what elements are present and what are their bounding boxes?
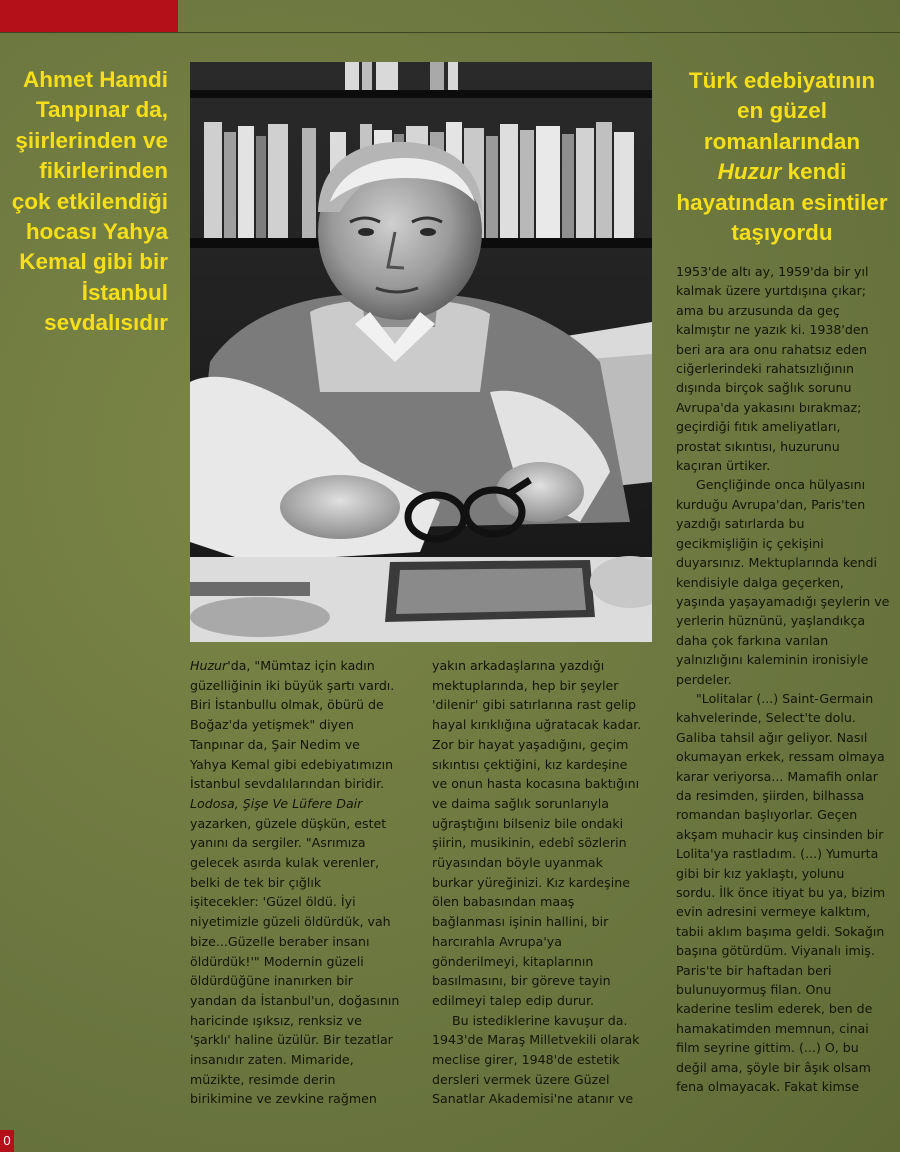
text-line: belki de tek bir çığlık (190, 874, 322, 890)
text-line: film seyrine gittim. (...) O, bu (676, 1040, 859, 1056)
text-line: ciğerlerindeki rahatsızlığının (676, 361, 854, 377)
pullquote-left-line: şiirlerinden ve (15, 127, 168, 153)
text-line: gönderilmeyi, kitaplarının (432, 953, 594, 969)
text-line: hayal kırıklığına uğratacak kadar. (432, 717, 642, 733)
text-line: Sanatlar Akademisi'ne atanır ve (432, 1091, 634, 1107)
paragraph (432, 1011, 654, 1110)
text-line: romandan başlıyorlar. Geçen (676, 807, 858, 823)
pullquote-left-line: sevdalısıdır (44, 310, 168, 336)
text-line: öldürdüğüne inanırken bir (190, 973, 353, 989)
text-line: beri ara ara onu rahatsız eden (676, 341, 868, 357)
text-line: yandan da İstanbul'un, doğasının (190, 992, 400, 1008)
text-line: harcırahla Avrupa'ya (432, 933, 562, 949)
text-line: da resimden, şiirden, bilhassa (676, 787, 865, 803)
text-line: birikimine ve zevkine rağmen (190, 1091, 377, 1107)
text-line: Biri İstanbullu olmak, öbürü de (190, 697, 384, 713)
text-line: karar veriyorsa... Mamafih onlar (676, 768, 878, 784)
text-line: kalmak üzere yurtdışına çıkar; (676, 283, 867, 299)
text-line: edilmeyi talep edip durur. (432, 992, 595, 1008)
article-column-2 (432, 656, 654, 1109)
text-line: kalmıştır ne yazık ki. 1938'den (676, 322, 869, 338)
paragraph (432, 656, 654, 1011)
text-line: başına götürdüm. Viyanalı imiş. (676, 943, 875, 959)
text-line: yerlerin hüznünü, yaşlandıkça (676, 613, 866, 629)
paragraph (676, 262, 892, 475)
pullquote-left-line: Ahmet Hamdi (22, 67, 168, 92)
pullquote-left-line: fikirlerinden (39, 158, 168, 184)
pullquote-right (668, 66, 896, 248)
text-line: 1943'de Maraş Milletvekili olarak (432, 1032, 640, 1048)
text-line: sordu. İlk önce itiyat bu ya, bizim (676, 885, 886, 900)
text-line: Lolita'ya rastladım. (...) Yumurta (676, 846, 879, 862)
text-line: dersleri vermek üzere Güzel (432, 1071, 610, 1087)
text-line: gelecek asırda kulak verenler, (190, 855, 380, 871)
text-line: 'dilenir' gibi satırlarına rast gelip (432, 697, 636, 713)
text-line: İstanbul sevdalılarından biridir. (190, 776, 385, 792)
text-line: hamakatimden memnun, cinai (676, 1020, 869, 1036)
text-line: haricinde ışıksız, renksiz ve (190, 1012, 362, 1028)
text-line: 'şarklı' haline üzülür. Bir tezatlar (190, 1032, 393, 1048)
text-line: akşam muhacir kuş cinsinden bir (676, 826, 884, 842)
header-rule (0, 32, 900, 33)
paragraph (676, 475, 892, 688)
text-line: rüyasından böyle uyanmak (432, 855, 603, 871)
text-line: duyarsınız. Mektuplarında kendi (676, 555, 877, 571)
text-line: işitecekler: 'Güzel öldü. İyi (190, 894, 356, 910)
pullquote-book-title: Huzur (717, 159, 782, 185)
text-line: şiirin, musikinin, edebî sözlerin (432, 835, 627, 851)
text-line: 1953'de altı ay, 1959'da bir yıl (676, 264, 869, 279)
text-line: Tanpınar da, Şair Nedim ve (190, 736, 360, 752)
header-red-bar (0, 0, 178, 32)
text-line: kaderine teslim ederek, ben de (676, 1001, 873, 1017)
article-column-3 (676, 262, 892, 1096)
text-line: bağlanması işinin hallini, bir (432, 914, 609, 930)
article-column-1 (190, 656, 412, 1109)
text-line: geçirdiği fıtık ameliyatları, (676, 419, 841, 435)
text-line: evin adresini vermeye kalktım, (676, 904, 871, 920)
text-line: perdeler. (676, 671, 732, 687)
pullquote-left-line: Kemal gibi bir (19, 249, 168, 275)
text-line: burkar yüreğinizi. Kız kardeşine (432, 874, 630, 890)
text-line: okumayan erkek, ressam olmaya (676, 749, 885, 765)
text-line: bize...Güzelle beraber insanı (190, 933, 370, 949)
text-line: insanıdır zaten. Mimaride, (190, 1052, 354, 1068)
text-line: yakın arkadaşlarına yazdığı (432, 658, 605, 673)
text-line: ama bu arzusunda da geç (676, 302, 840, 318)
text-line: Boğaz'da yetişmek" diyen (190, 717, 354, 733)
text-line: Gençliğinde onca hülyasını (696, 477, 866, 493)
text-line: tabii aklım başıma geldi. Sokağın (676, 923, 885, 939)
text-line: kahvelerinde, Select'te dolu. (676, 710, 856, 726)
text-line: Zor bir hayat yaşadığını, geçim (432, 736, 629, 752)
text-line: sıkıntısı çektiğini, kız kardeşine (432, 756, 628, 772)
text-line: yazarken, güzele düşkün, estet (190, 815, 387, 831)
text-line: Yahya Kemal gibi edebiyatımızın (190, 756, 394, 772)
text-line: uğraştığını bilseniz bile ondaki (432, 815, 624, 831)
text-line: Bu istediklerine kavuşur da. (452, 1012, 628, 1028)
pullquote-left-line: Tanpınar da, (35, 97, 168, 123)
pullquote-right-line: Türk edebiyatının (688, 68, 876, 93)
text-line: ve daima sağlık sorunlarıyla (432, 795, 609, 811)
text-line: yalnızlığını kaleminin ironisiyle (676, 652, 869, 668)
portrait-illustration (190, 62, 652, 642)
pullquote-right-line: hayatından esintiler (676, 189, 888, 215)
text-line: gecikmişliğin iç çekişini (676, 535, 824, 551)
text-line: kurduğu Avrupa'dan, Paris'ten (676, 496, 866, 512)
text-line: 'da, "Mümtaz için kadın (227, 658, 375, 673)
text-line: ölen babasından maaş (432, 894, 575, 910)
text-line: mektuplarında, hep bir şeyler (432, 677, 619, 693)
text-line: basılmasını, bir göreve tayin (432, 973, 611, 989)
pullquote-right-line: romanlarından (703, 128, 861, 154)
text-line: yaşında yaşayamadığı şeylerin ve (676, 593, 890, 609)
pullquote-right-line: en güzel (736, 98, 827, 124)
text-line: bulunuyormuş filan. Onu (676, 982, 832, 998)
text-line: güzelliğinin iki büyük şartı vardı. (190, 677, 395, 693)
pullquote-right-text: kendi (781, 159, 847, 185)
text-line: Paris'te bir haftadan beri (676, 962, 832, 978)
text-line: Galiba tahsil ağır geliyor. Nasıl (676, 729, 868, 745)
pullquote-left-line: çok etkilendiği (11, 188, 168, 214)
text-line: niyetimizle güzeli öldürdük, vah (190, 914, 391, 930)
text-line: kaçıran ürtiker. (676, 458, 771, 474)
text-line: kendisiyle dalga geçerken, (676, 574, 844, 590)
paragraph (190, 656, 412, 1109)
pullquote-left (6, 65, 168, 339)
text-line: gibi bir kız yaklaştı, yolunu (676, 865, 845, 881)
page-number: 0 (0, 1130, 14, 1152)
text-line: değil ama, şöyle bir âşık olsam (676, 1059, 871, 1075)
text-line: yanını da sergiler. "Asrımıza (190, 835, 366, 851)
text-line: müzikte, resimde derin (190, 1071, 336, 1087)
book-title-huzur: Huzur (190, 658, 228, 673)
pullquote-right-line (668, 157, 896, 187)
paragraph (676, 689, 892, 1097)
text-line: Avrupa'da yakasını bırakmaz; (676, 399, 862, 415)
pullquote-right-line: taşıyordu (731, 220, 833, 246)
text-line: öldürdük!'" Modernin güzeli (190, 953, 364, 969)
book-title: Lodosa, Şişe Ve Lüfere Dair (190, 795, 363, 811)
text-line: "Lolitalar (...) Saint-Germain (696, 690, 874, 706)
pullquote-left-line: İstanbul (81, 279, 168, 305)
text-line: ve onun hasta kocasına baktığını (432, 776, 640, 792)
text-line: daha çok farkına varılan (676, 632, 829, 648)
text-line: fena olmayacak. Fakat kimse (676, 1079, 860, 1095)
text-line: meclise girer, 1948'de estetik (432, 1052, 620, 1068)
pullquote-left-line: hocası Yahya (25, 219, 168, 245)
text-line: yazdığı satırlarda bu (676, 516, 805, 532)
author-portrait-photo (190, 62, 652, 642)
text-line: prostat sıkıntısı, huzurunu (676, 438, 840, 454)
text-line: dışında birçok sağlık sorunu (676, 380, 852, 396)
